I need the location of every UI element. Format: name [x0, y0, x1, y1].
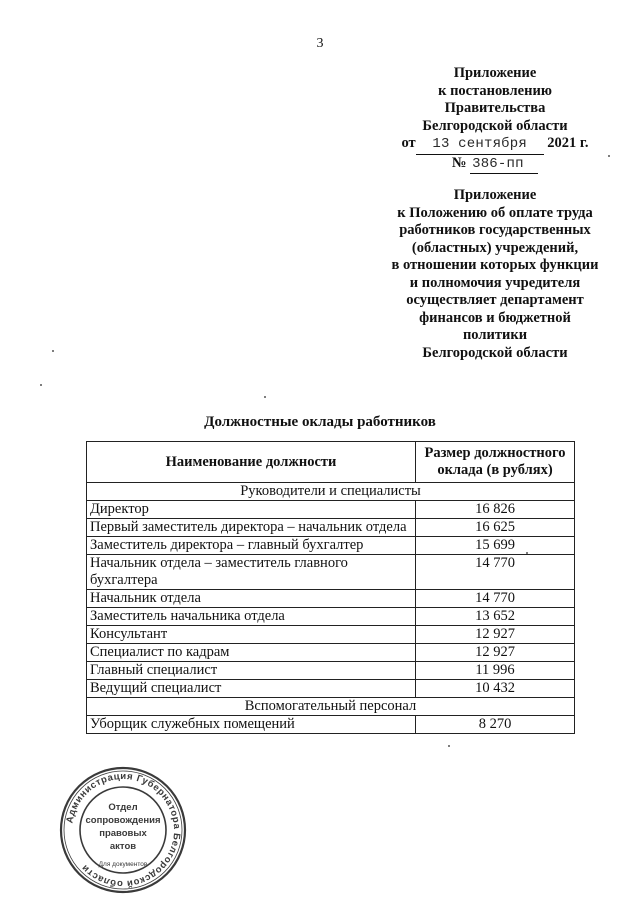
salary-value: 12 927 — [416, 626, 575, 644]
position-name: Директор — [87, 501, 416, 519]
annex-line: финансов и бюджетной — [419, 309, 571, 326]
table-row — [87, 608, 575, 626]
position-name: Ведущий специалист — [87, 680, 416, 698]
table-row — [87, 555, 575, 590]
position-name: Консультант — [87, 626, 416, 644]
table-row — [87, 680, 575, 698]
salary-value: 14 770 — [416, 555, 575, 590]
salary-value: 16 826 — [416, 501, 575, 519]
salary-value: 13 652 — [416, 608, 575, 626]
resolution-date — [380, 135, 610, 155]
stamp-center-line: правовых — [99, 828, 147, 839]
stamp-center-line: Отдел — [108, 802, 138, 813]
annex-line: политики — [462, 327, 528, 343]
annex-line: осуществляет департамент — [406, 292, 584, 308]
position-name: Специалист по кадрам — [87, 644, 416, 662]
section-title: Должностные оклады работников — [204, 414, 436, 430]
position-name: Уборщик служебных помещений — [87, 716, 416, 734]
salary-value: 12 927 — [416, 644, 575, 662]
stamp-center-line: сопровождения — [85, 815, 161, 826]
annex-header-regulation — [380, 187, 610, 362]
number-value: 386-пп — [472, 155, 524, 172]
stamp-center-line: актов — [109, 841, 137, 852]
table-header-row — [87, 442, 575, 483]
position-name: Начальник отдела — [87, 590, 416, 608]
salary-value: 15 699 — [416, 537, 575, 555]
annex-header-resolution — [380, 65, 610, 174]
scan-speck — [608, 155, 610, 157]
table-row — [87, 716, 575, 734]
group-title: Вспомогательный персонал — [87, 698, 575, 716]
annex-line: в отношении которых функции — [391, 257, 599, 273]
salary-value: 10 432 — [416, 680, 575, 698]
annex-line: Белгородской области — [422, 117, 568, 134]
date-suffix: 2021 г. — [547, 135, 589, 151]
table-row — [87, 644, 575, 662]
date-prefix: от — [401, 135, 416, 151]
scan-speck — [526, 552, 528, 554]
scan-speck — [448, 745, 450, 747]
annex-line: Приложение — [453, 65, 537, 81]
table-row — [87, 590, 575, 608]
group-title: Руководители и специалисты — [87, 483, 575, 501]
salary-table — [86, 441, 575, 734]
annex-line: к Положению об оплате труда — [397, 204, 593, 221]
column-header-salary: Размер должностного оклада (в рублях) — [416, 442, 575, 483]
stamp-bottom-text: Для документов — [98, 861, 148, 868]
scan-speck — [40, 384, 42, 386]
annex-line: и полномочия учредителя — [409, 274, 581, 291]
table-row — [87, 537, 575, 555]
position-name: Главный специалист — [87, 662, 416, 680]
position-name: Первый заместитель директора – начальник отдела — [87, 519, 416, 537]
annex-line: Правительства — [444, 100, 546, 116]
annex-line: Белгородской области — [422, 344, 568, 361]
scan-speck — [264, 396, 266, 398]
group-row — [87, 698, 575, 716]
number-prefix: № — [451, 154, 467, 171]
date-value: 13 сентября — [432, 136, 527, 152]
position-name: Заместитель начальника отдела — [87, 608, 416, 626]
column-header-name: Наименование должности — [87, 442, 416, 483]
resolution-number — [380, 155, 610, 175]
position-name: Заместитель директора – главный бухгалтер — [87, 537, 416, 555]
salary-value: 11 996 — [416, 662, 575, 680]
salary-value: 14 770 — [416, 590, 575, 608]
salary-value: 8 270 — [416, 716, 575, 734]
annex-line: к постановлению — [438, 82, 552, 99]
table-row — [87, 662, 575, 680]
group-row — [87, 483, 575, 501]
position-name: Начальник отдела – заместитель главного бухгалтера — [87, 555, 416, 590]
table-row — [87, 626, 575, 644]
table-row — [87, 519, 575, 537]
page-number: 3 — [316, 36, 324, 51]
table-row — [87, 501, 575, 519]
salary-value: 16 625 — [416, 519, 575, 537]
annex-line: работников государственных — [399, 222, 591, 238]
annex-line: Приложение — [453, 187, 537, 203]
annex-line: (областных) учреждений, — [411, 239, 579, 256]
scan-speck — [52, 350, 54, 352]
stamp-ring-text: Администрация Губернатора Белгородской области — [64, 770, 183, 890]
official-stamp — [58, 765, 188, 895]
